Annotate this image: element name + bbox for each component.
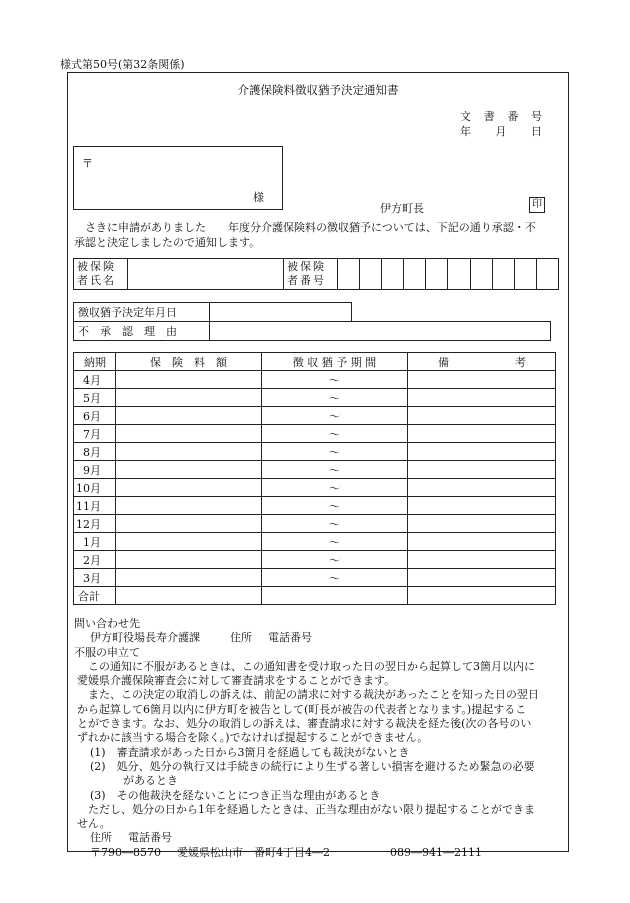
period-cell[interactable]: ～ bbox=[262, 479, 408, 497]
month-cell: 5月 bbox=[74, 389, 116, 407]
appeal-text: から起算して6箇月以内に伊方町を被告として(町長が被告の代表者となります。)提起するこ bbox=[77, 702, 527, 716]
document-title: 介護保険料徴収猶予決定通知書 bbox=[237, 83, 399, 97]
table-row bbox=[74, 533, 556, 551]
doc-number-char: 号 bbox=[530, 110, 542, 123]
appeal-item: があるとき bbox=[123, 774, 178, 788]
doc-number-char: 文 bbox=[460, 110, 471, 123]
remarks-cell[interactable] bbox=[408, 515, 556, 533]
insured-number-digit[interactable] bbox=[492, 259, 514, 290]
doc-number-char: 書 bbox=[483, 110, 495, 123]
postal-mark: 〒 bbox=[82, 157, 93, 170]
contact-info: 伊方町役場長寿介護課 住所 電話番号 bbox=[90, 631, 312, 645]
doc-number-label bbox=[460, 108, 542, 124]
schedule-table bbox=[73, 352, 556, 605]
appeal-item: (3) その他裁決を経ないことにつき正当な理由があるとき bbox=[90, 788, 381, 802]
remarks-cell[interactable] bbox=[408, 407, 556, 425]
remarks-cell[interactable] bbox=[408, 533, 556, 551]
honorific: 様 bbox=[253, 191, 264, 204]
remarks-cell[interactable] bbox=[408, 551, 556, 569]
period-cell[interactable]: ～ bbox=[262, 461, 408, 479]
decision-date-label: 徴収猶予決定年月日 bbox=[74, 303, 210, 322]
amount-cell[interactable] bbox=[116, 551, 262, 569]
table-row bbox=[74, 425, 556, 443]
final-contact: 住所 電話番号 bbox=[90, 831, 172, 845]
total-label: 合計 bbox=[74, 587, 116, 605]
remarks-cell[interactable] bbox=[408, 461, 556, 479]
period-cell[interactable]: ～ bbox=[262, 497, 408, 515]
remarks-cell[interactable] bbox=[408, 389, 556, 407]
header-amount: 保 険 料 額 bbox=[116, 353, 262, 371]
insured-name-field[interactable] bbox=[128, 259, 284, 290]
intro-line: 承認と決定しましたので通知します。 bbox=[74, 236, 261, 249]
month-cell: 2月 bbox=[74, 551, 116, 569]
period-cell[interactable]: ～ bbox=[262, 443, 408, 461]
seal-mark: 印 bbox=[529, 197, 545, 213]
contact-heading: 問い合わせ先 bbox=[74, 617, 140, 630]
period-cell[interactable]: ～ bbox=[262, 389, 408, 407]
insured-number-digit[interactable] bbox=[338, 259, 360, 290]
amount-cell[interactable] bbox=[116, 371, 262, 389]
table-row bbox=[74, 443, 556, 461]
appeal-item: (1) 審査請求があった日から3箇月を経過しても裁決がないとき bbox=[90, 745, 410, 759]
table-row bbox=[74, 479, 556, 497]
date-year: 年 bbox=[460, 125, 471, 138]
amount-cell[interactable] bbox=[116, 389, 262, 407]
appeal-text: せん。 bbox=[77, 817, 111, 831]
header-remarks: 備 考 bbox=[408, 353, 556, 371]
table-row bbox=[74, 551, 556, 569]
doc-number-char: 番 bbox=[507, 110, 519, 123]
month-cell: 9月 bbox=[74, 461, 116, 479]
table-row bbox=[74, 515, 556, 533]
insured-number-digit[interactable] bbox=[448, 259, 470, 290]
remarks-cell[interactable] bbox=[408, 497, 556, 515]
footer-notes bbox=[74, 617, 567, 860]
issuer-name: 伊方町長 bbox=[380, 202, 424, 215]
total-remarks-cell bbox=[408, 587, 556, 605]
header-period: 徴 収 猶 予 期 間 bbox=[262, 353, 408, 371]
insured-table bbox=[73, 258, 559, 290]
date-month: 月 bbox=[495, 125, 507, 138]
period-cell[interactable]: ～ bbox=[262, 407, 408, 425]
total-period-cell bbox=[262, 587, 408, 605]
period-cell[interactable]: ～ bbox=[262, 551, 408, 569]
appeal-text: とができます。なお、処分の取消しの訴えは、審査請求に対する裁決を経た後(次の各号のい bbox=[77, 717, 532, 731]
month-cell: 1月 bbox=[74, 533, 116, 551]
table-row bbox=[74, 407, 556, 425]
date-day: 日 bbox=[531, 125, 542, 138]
amount-cell[interactable] bbox=[116, 533, 262, 551]
remarks-cell[interactable] bbox=[408, 569, 556, 587]
appeal-text: ずれかに該当する場合を除く。)でなければ提起することができません。 bbox=[77, 731, 429, 745]
date-label bbox=[460, 123, 542, 139]
period-cell[interactable]: ～ bbox=[262, 533, 408, 551]
remarks-cell[interactable] bbox=[408, 479, 556, 497]
amount-cell[interactable] bbox=[116, 497, 262, 515]
month-cell: 12月 bbox=[74, 515, 116, 533]
rejection-reason-field[interactable] bbox=[210, 322, 551, 341]
table-row bbox=[74, 569, 556, 587]
amount-cell[interactable] bbox=[116, 479, 262, 497]
appeal-text: 愛媛県介護保険審査会に対して審査請求をすることができます。 bbox=[77, 674, 396, 688]
table-row bbox=[74, 461, 556, 479]
month-cell: 8月 bbox=[74, 443, 116, 461]
month-cell: 11月 bbox=[74, 497, 116, 515]
insured-number-digit[interactable] bbox=[536, 259, 558, 290]
final-address: 〒790―8570 愛媛県松山市一番町4丁目4―2 089―941―2111 bbox=[90, 845, 482, 859]
period-cell[interactable]: ～ bbox=[262, 425, 408, 443]
insured-number-digit[interactable] bbox=[514, 259, 536, 290]
remarks-cell[interactable] bbox=[408, 443, 556, 461]
appeal-heading: 不服の申立て bbox=[74, 645, 140, 659]
header-due: 納期 bbox=[74, 353, 116, 371]
appeal-text: この通知に不服があるときは、この通知書を受け取った日の翌日から起算して3箇月以内に bbox=[88, 659, 535, 673]
insured-number-digit[interactable] bbox=[404, 259, 426, 290]
month-cell: 6月 bbox=[74, 407, 116, 425]
insured-number-label: 被保険 者番号 bbox=[284, 259, 338, 290]
remarks-cell[interactable] bbox=[408, 371, 556, 389]
form-label: 様式第50号(第32条関係) bbox=[60, 58, 185, 71]
appeal-text: また、この決定の取消しの訴えは、前記の請求に対する裁決があったことを知った日の翌日 bbox=[88, 688, 539, 702]
rejection-reason-label: 不 承 認 理 由 bbox=[74, 322, 210, 341]
table-row bbox=[74, 497, 556, 515]
amount-cell[interactable] bbox=[116, 443, 262, 461]
remarks-cell[interactable] bbox=[408, 425, 556, 443]
amount-cell[interactable] bbox=[116, 461, 262, 479]
insured-number-digit[interactable] bbox=[360, 259, 382, 290]
table-row bbox=[74, 389, 556, 407]
amount-cell[interactable] bbox=[116, 425, 262, 443]
decision-date-field[interactable] bbox=[210, 303, 352, 322]
period-cell[interactable]: ～ bbox=[262, 371, 408, 389]
insured-number-digit[interactable] bbox=[382, 259, 404, 290]
month-cell: 3月 bbox=[74, 569, 116, 587]
intro-line: さきに申請がありました 年度分介護保険料の徴収猶予については、下記の通り承認・不 bbox=[85, 221, 536, 234]
insured-name-label: 被保険 者氏名 bbox=[74, 259, 128, 290]
intro-text bbox=[74, 220, 566, 250]
period-cell[interactable]: ～ bbox=[262, 515, 408, 533]
month-cell: 7月 bbox=[74, 425, 116, 443]
amount-cell[interactable] bbox=[116, 515, 262, 533]
insured-number-digit[interactable] bbox=[470, 259, 492, 290]
table-header-row bbox=[74, 353, 556, 371]
total-row bbox=[74, 587, 556, 605]
amount-cell[interactable] bbox=[116, 407, 262, 425]
month-cell: 10月 bbox=[74, 479, 116, 497]
month-cell: 4月 bbox=[74, 371, 116, 389]
appeal-text: ただし、処分の日から1年を経過したときは、正当な理由がない限り提起することができま bbox=[88, 802, 535, 816]
amount-cell[interactable] bbox=[116, 569, 262, 587]
total-amount-cell[interactable] bbox=[116, 587, 262, 605]
address-box[interactable] bbox=[73, 146, 283, 210]
table-row bbox=[74, 371, 556, 389]
appeal-item: (2) 処分、処分の執行又は手続きの続行により生ずる著しい損害を避けるため緊急の必要 bbox=[90, 759, 535, 773]
decision-table bbox=[73, 302, 551, 341]
period-cell[interactable]: ～ bbox=[262, 569, 408, 587]
insured-number-digit[interactable] bbox=[426, 259, 448, 290]
